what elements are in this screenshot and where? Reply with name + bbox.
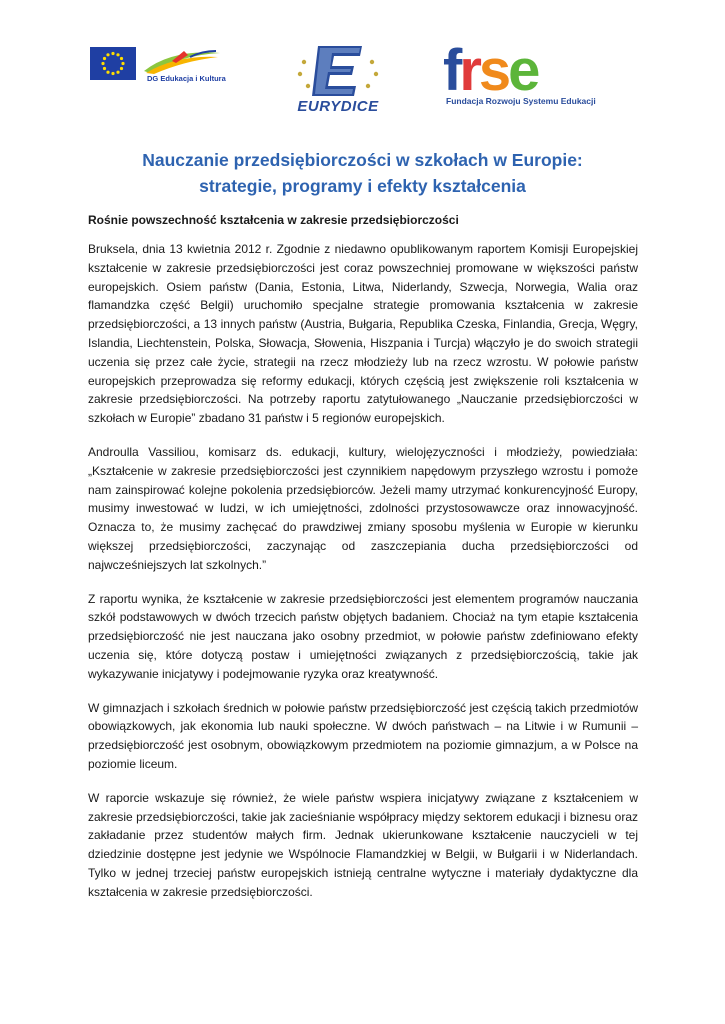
paragraph: Bruksela, dnia 13 kwietnia 2012 r. Zgodnie z niedawno opublikowanym raportem Komisji Europejskiej kształcenie w zakresie przedsiębiorczości jest coraz powszechniej promowane w większości państw europejskich. Osiem państw (Dania, Estonia, Litwa, Niderlandy, Szwecja, Norwegia, Walia oraz flamandzka część Belgii) uruchomiło specjalne strategie promowania kształcenia w zakresie przedsiębiorczości, a 13 innych państw (Austria, Bułgaria, Republika Czeska, Finlandia, Grecja, Węgry, Islandia, Liechtenstein, Polska, Słowacja, Słowenia, Hiszpania i Turcja) włączyło je do swoich strategii uczenia się przez całe życie, strategii na rzecz młodzieży lub na rzecz wzrostu. W połowie państw europejskich przeprowadza się reformy edukacji, których częścią jest zwiększenie roli kształcenia w zakresie przedsiębiorczości. Na potrzeby raportu zatytułowanego „Nauczanie przedsiębiorczości w szkołach w Europie” zbadano 31 państw i 5 regionów europejskich. — [88, 242, 638, 426]
paragraph: W raporcie wskazuje się również, że wiele państw wspiera inicjatywy związane z kształceniem w zakresie przedsiębiorczości, takie jak zacieśnianie współpracy między sektorem edukacji i biznesu oraz zakładanie przez studentów małych firm. Jednak ukierunkowane kształcenie nauczycieli w tej dziedzinie dostępne jest jedynie we Wspólnocie Flamandzkiej w Belgii, w Bułgarii i w Niderlandach. Tylko w jednej trzeciej państw europejskich istnieją centralne wytyczne i materiały dydaktyczne dla kształcenia w zakresie przedsiębiorczości. — [88, 790, 638, 899]
document-subtitle: Rośnie powszechność kształcenia w zakresie przedsiębiorczości — [88, 213, 459, 227]
eu-dg-education-logo — [90, 47, 300, 87]
paragraph: Z raportu wynika, że kształcenie w zakresie przedsiębiorczości jest elementem programów nauczania szkół podstawowych w dwóch trzecich państw objętych badaniem. Chociaż na tym etapie kształcenia przedsiębiorczość nie jest nauczana jako osobny przedmiot, w połowie państw zdefiniowano efekty uczenia się, które dotyczą postaw i umiejętności związanych z przedsiębiorczością, takie jak wykazywanie inicjatywy i podejmowanie ryzyka oraz kreatywność. — [88, 591, 638, 681]
eurydice-logo — [288, 42, 388, 114]
svg-text:frse: frse — [443, 46, 538, 96]
document-body — [88, 240, 638, 917]
eu-caption: DG Edukacja i Kultura — [147, 74, 226, 83]
paragraph: W gimnazjach i szkołach średnich w połowie państw przedsiębiorczość jest częścią takich przedmiotów obowiązkowych, jak ekonomia lub nauki społeczne. W dwóch państwach – na Litwie i w Rumunii – przedsiębiorczość jest osobnym, obowiązkowym przedmiotem na poziomie gimnazjum, a w Polsce na poziomie liceum. — [88, 700, 638, 771]
title-line-1: Nauczanie przedsiębiorczości w szkołach w Europie: — [142, 150, 583, 170]
eurydice-e-icon — [288, 42, 388, 100]
eurydice-name: EURYDICE — [297, 98, 379, 115]
title-line-2: strategie, programy i efekty kształcenia — [199, 176, 526, 196]
header-logos — [0, 0, 725, 120]
paragraph: Androulla Vassiliou, komisarz ds. edukacji, kultury, wielojęzyczności i młodzieży, powiedziała: „Kształcenie w zakresie przedsiębiorczości jest czynnikiem napędowym przyszłego wzrostu i pomoże nam zainspirować kolejne pokolenia przedsiębiorców. Jeżeli mamy utrzymać konkurencyjność Europy, musimy inwestować w ludzi, w ich umiejętności, zdolności przystosowawcze oraz innowacyjność. Oznacza to, że musimy zachęcać do prawdziwej zmiany sposobu myślenia w Europie w kierunku większej przedsiębiorczości, zaczynając od zaszczepiania ducha przedsiębiorczości od najwcześniejszych lat szkolnych.” — [88, 444, 638, 572]
document-title — [70, 147, 655, 199]
eu-flag-icon — [90, 47, 136, 80]
frse-letters-icon — [443, 46, 618, 96]
frse-caption: Fundacja Rozwoju Systemu Edukacji — [446, 96, 596, 106]
frse-logo — [443, 46, 618, 111]
swoosh-icon — [142, 47, 222, 75]
